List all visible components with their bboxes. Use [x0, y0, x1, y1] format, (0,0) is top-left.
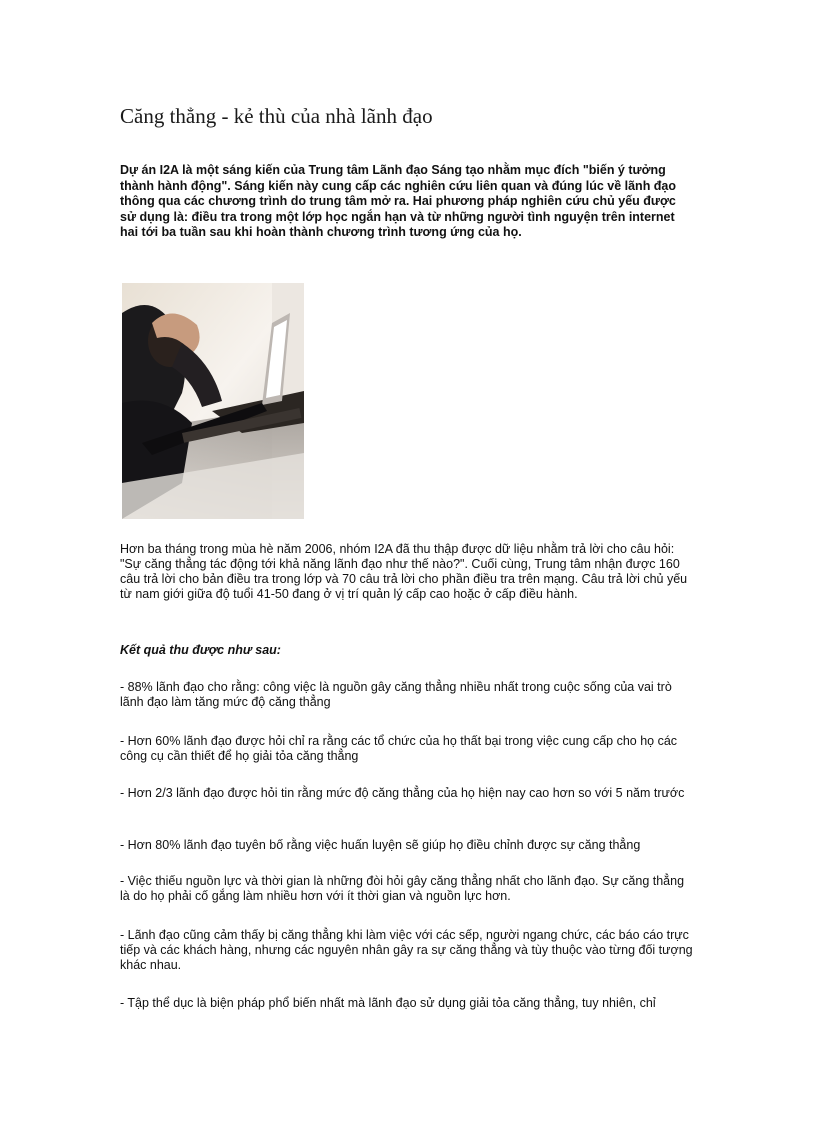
list-item: - 88% lãnh đạo cho rằng: công việc là nguồn gây căng thẳng nhiều nhất trong cuộc sống của vai trò lãnh đạo làm tăng mức độ căng thẳng [120, 680, 672, 709]
list-item: - Việc thiếu nguồn lực và thời gian là những đòi hỏi gây căng thẳng nhất cho lãnh đạo. Sự căng thẳng là do họ phải cố gắng làm nhiều hơn với ít thời gian và nguồn lực hơn. [120, 874, 685, 903]
paragraph-survey: Hơn ba tháng trong mùa hè năm 2006, nhóm I2A đã thu thập được dữ liệu nhằm trả lời cho câu hỏi: "Sự căng thẳng tác động tới khả năng lãnh đạo như thế nào?". Cuối cùng, Trung tâm nhận được 160 câu trả lời cho bản điều tra trong lớp và 70 câu trả lời cho phần điều tra trên mạng. Câu trả lời chủ yếu từ nam giới giữa độ tuổi 41-50 đang ở vị trí quản lý cấp cao hoặc ở cấp điều hành. [120, 542, 688, 601]
list-item: - Lãnh đạo cũng cảm thấy bị căng thẳng khi làm việc với các sếp, người ngang chức, các báo cáo trực tiếp và các khách hàng, nhưng các nguyên nhân gây ra sự căng thẳng và tùy thuộc vào từng đối tượng khác nhau. [120, 928, 693, 972]
document-title: Căng thẳng - kẻ thù của nhà lãnh đạo [120, 104, 433, 128]
list-item: - Hơn 2/3 lãnh đạo được hỏi tin rằng mức độ căng thẳng của họ hiện nay cao hơn so với 5 năm trước [120, 786, 685, 800]
intro-paragraph: Dự án I2A là một sáng kiến của Trung tâm Lãnh đạo Sáng tạo nhằm mục đích "biến ý tưởng thành hành động". Sáng kiến này cung cấp các nghiên cứu liên quan và đúng lúc về lãnh đạo thông qua các chương trình do trung tâm mở ra. Hai phương pháp nghiên cứu chủ yếu được sử dụng là: điều tra trong một lớp học ngắn hạn và từ những người tình nguyện trên internet hai tới ba tuần sau khi hoàn thành chương trình tương ứng của họ. [120, 163, 677, 239]
list-item: - Tập thể dục là biện pháp phổ biến nhất mà lãnh đạo sử dụng giải tỏa căng thẳng, tuy nhiên, chỉ [120, 996, 656, 1010]
list-item: - Hơn 60% lãnh đạo được hỏi chỉ ra rằng các tổ chức của họ thất bại trong việc cung cấp cho họ các công cụ cần thiết để họ giải tỏa căng thẳng [120, 734, 678, 763]
stressed-leader-photo [122, 283, 304, 519]
results-heading: Kết quả thu được như sau: [120, 643, 281, 657]
photo-illustration [122, 283, 304, 519]
list-item: - Hơn 80% lãnh đạo tuyên bố rằng việc huấn luyện sẽ giúp họ điều chỉnh được sự căng thẳng [120, 838, 641, 852]
